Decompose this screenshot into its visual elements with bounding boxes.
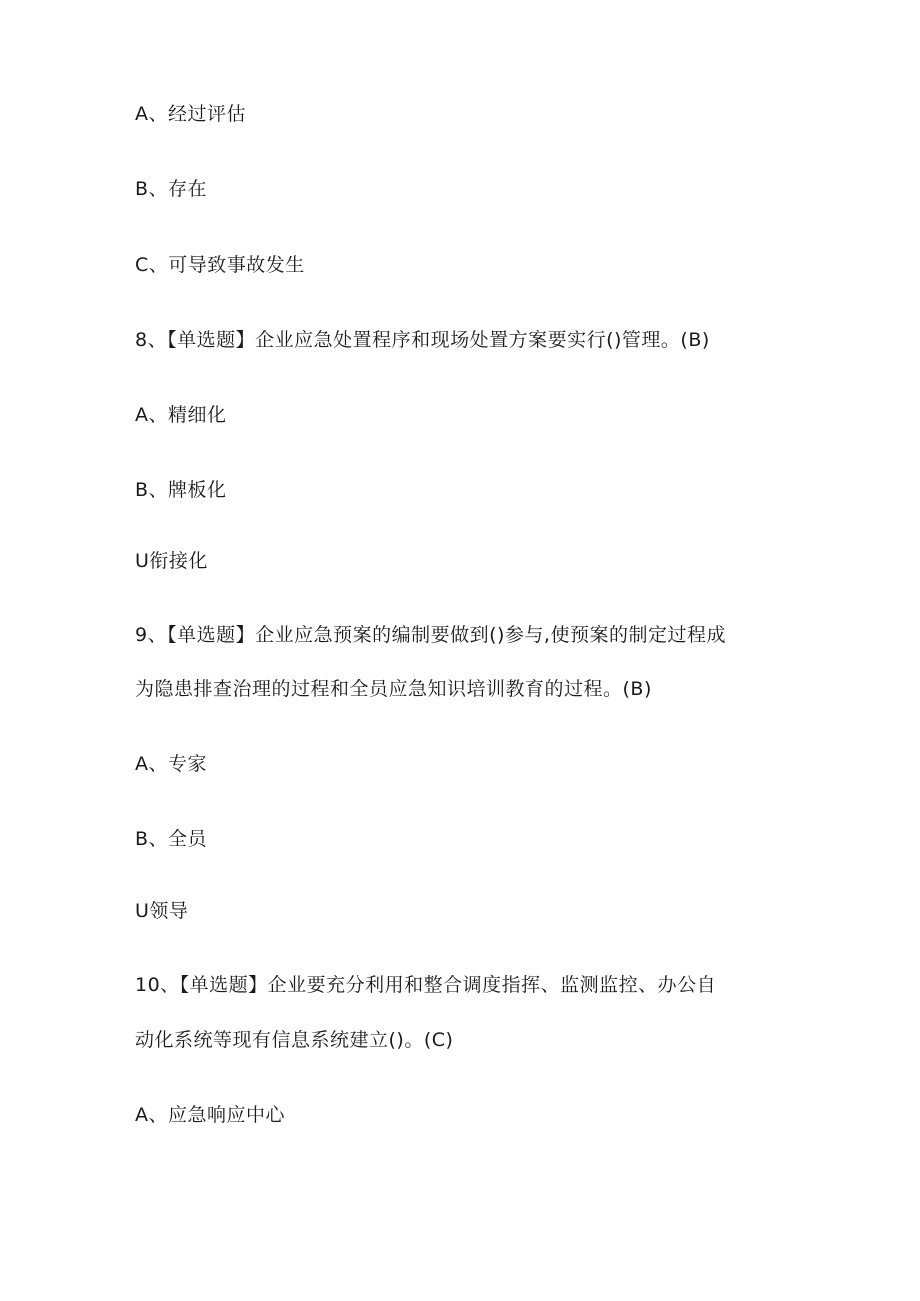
question-8: 8、【单选题】企业应急处置程序和现场处置方案要实行()管理。(B): [135, 329, 710, 351]
option-b-q9: B、全员: [135, 828, 208, 850]
option-c-q9: U领导: [135, 900, 189, 922]
question-10-line-2: 动化系统等现有信息系统建立()。(C): [135, 1029, 454, 1051]
option-b-q8: B、牌板化: [135, 479, 227, 501]
option-a-q9: A、专家: [135, 753, 207, 775]
option-a-q8: A、精细化: [135, 404, 227, 426]
option-c-q7: C、可导致事故发生: [135, 254, 305, 276]
question-10-line-1: 10、【单选题】企业要充分利用和整合调度指挥、监测监控、办公自: [135, 974, 717, 996]
option-b-q7: B、存在: [135, 178, 208, 200]
option-a-q7: A、经过评估: [135, 103, 246, 125]
option-c-q8: U衔接化: [135, 550, 208, 572]
option-a-q10: A、应急响应中心: [135, 1104, 285, 1126]
question-9-line-1: 9、【单选题】企业应急预案的编制要做到()参与,使预案的制定过程成: [135, 624, 726, 646]
question-9-line-2: 为隐患排查治理的过程和全员应急知识培训教育的过程。(B): [135, 678, 652, 700]
